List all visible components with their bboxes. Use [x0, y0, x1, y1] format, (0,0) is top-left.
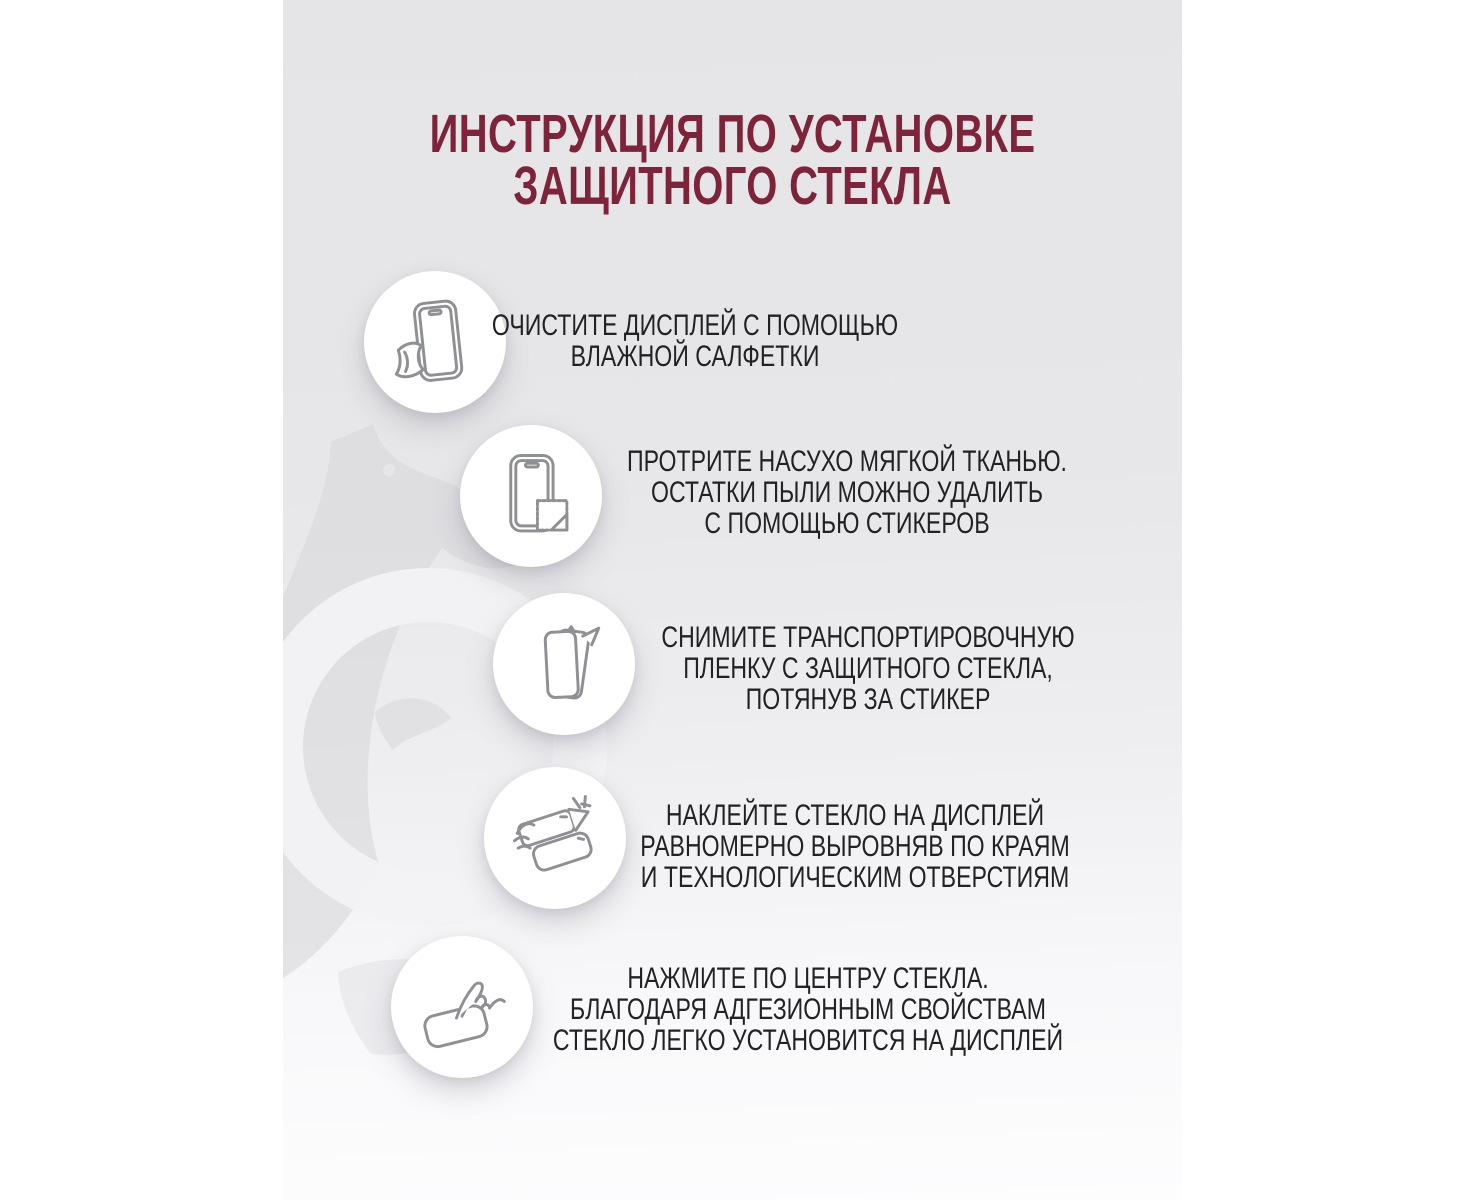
- step-2-line: ОСТАТКИ ПЫЛИ МОЖНО УДАЛИТЬ: [651, 476, 1043, 509]
- dolphin-eye: [383, 464, 395, 476]
- step-5-line: БЛАГОДАРЯ АДГЕЗИОННЫМ СВОЙСТВАМ: [570, 993, 1046, 1026]
- step-4-text: [578, 800, 1132, 893]
- step-5-line: НАЖМИТЕ ПО ЦЕНТРУ СТЕКЛА.: [627, 962, 989, 995]
- step-5-line: СТЕКЛО ЛЕГКО УСТАНОВИТСЯ НА ДИСПЛЕЙ: [552, 1024, 1064, 1057]
- step-2-line: ПРОТРИТЕ НАСУХО МЯГКОЙ ТКАНЬЮ.: [627, 445, 1067, 478]
- step-4-line: НАКЛЕЙТЕ СТЕКЛО НА ДИСПЛЕЙ: [665, 799, 1045, 832]
- step-3-line: СНИМИТЕ ТРАНСПОРТИРОВОЧНУЮ: [661, 621, 1075, 654]
- step-1-text: [418, 310, 972, 372]
- instruction-card: [283, 0, 1182, 1200]
- title-line-2: ЗАЩИТНОГО СТЕКЛА: [513, 156, 952, 216]
- step-1-line: ОЧИСТИТЕ ДИСПЛЕЙ С ПОМОЩЬЮ: [491, 309, 899, 342]
- step-3-line: ПОТЯНУВ ЗА СТИКЕР: [745, 683, 991, 716]
- step-2-text: [570, 446, 1124, 539]
- step-3-text: [591, 622, 1145, 715]
- step-4-line: РАВНОМЕРНО ВЫРОВНЯВ ПО КРАЯМ: [640, 830, 1070, 863]
- page-title: [400, 104, 1065, 216]
- step-5-icon-circle: [391, 936, 533, 1078]
- step-1-line: ВЛАЖНОЙ САЛФЕТКИ: [570, 340, 820, 373]
- title-line-1: ИНСТРУКЦИЯ ПО УСТАНОВКЕ: [429, 104, 1036, 164]
- phone-sticker-icon: [485, 450, 577, 542]
- dolphin-fin: [375, 698, 451, 750]
- step-2-line: С ПОМОЩЬЮ СТИКЕРОВ: [704, 507, 990, 540]
- step-5-text: [531, 963, 1085, 1056]
- step-3-line: ПЛЕНКУ С ЗАЩИТНОГО СТЕКЛА,: [683, 652, 1053, 685]
- press-center-icon: [416, 961, 508, 1053]
- step-4-line: И ТЕХНОЛОГИЧЕСКИМ ОТВЕРСТИЯМ: [640, 861, 1070, 894]
